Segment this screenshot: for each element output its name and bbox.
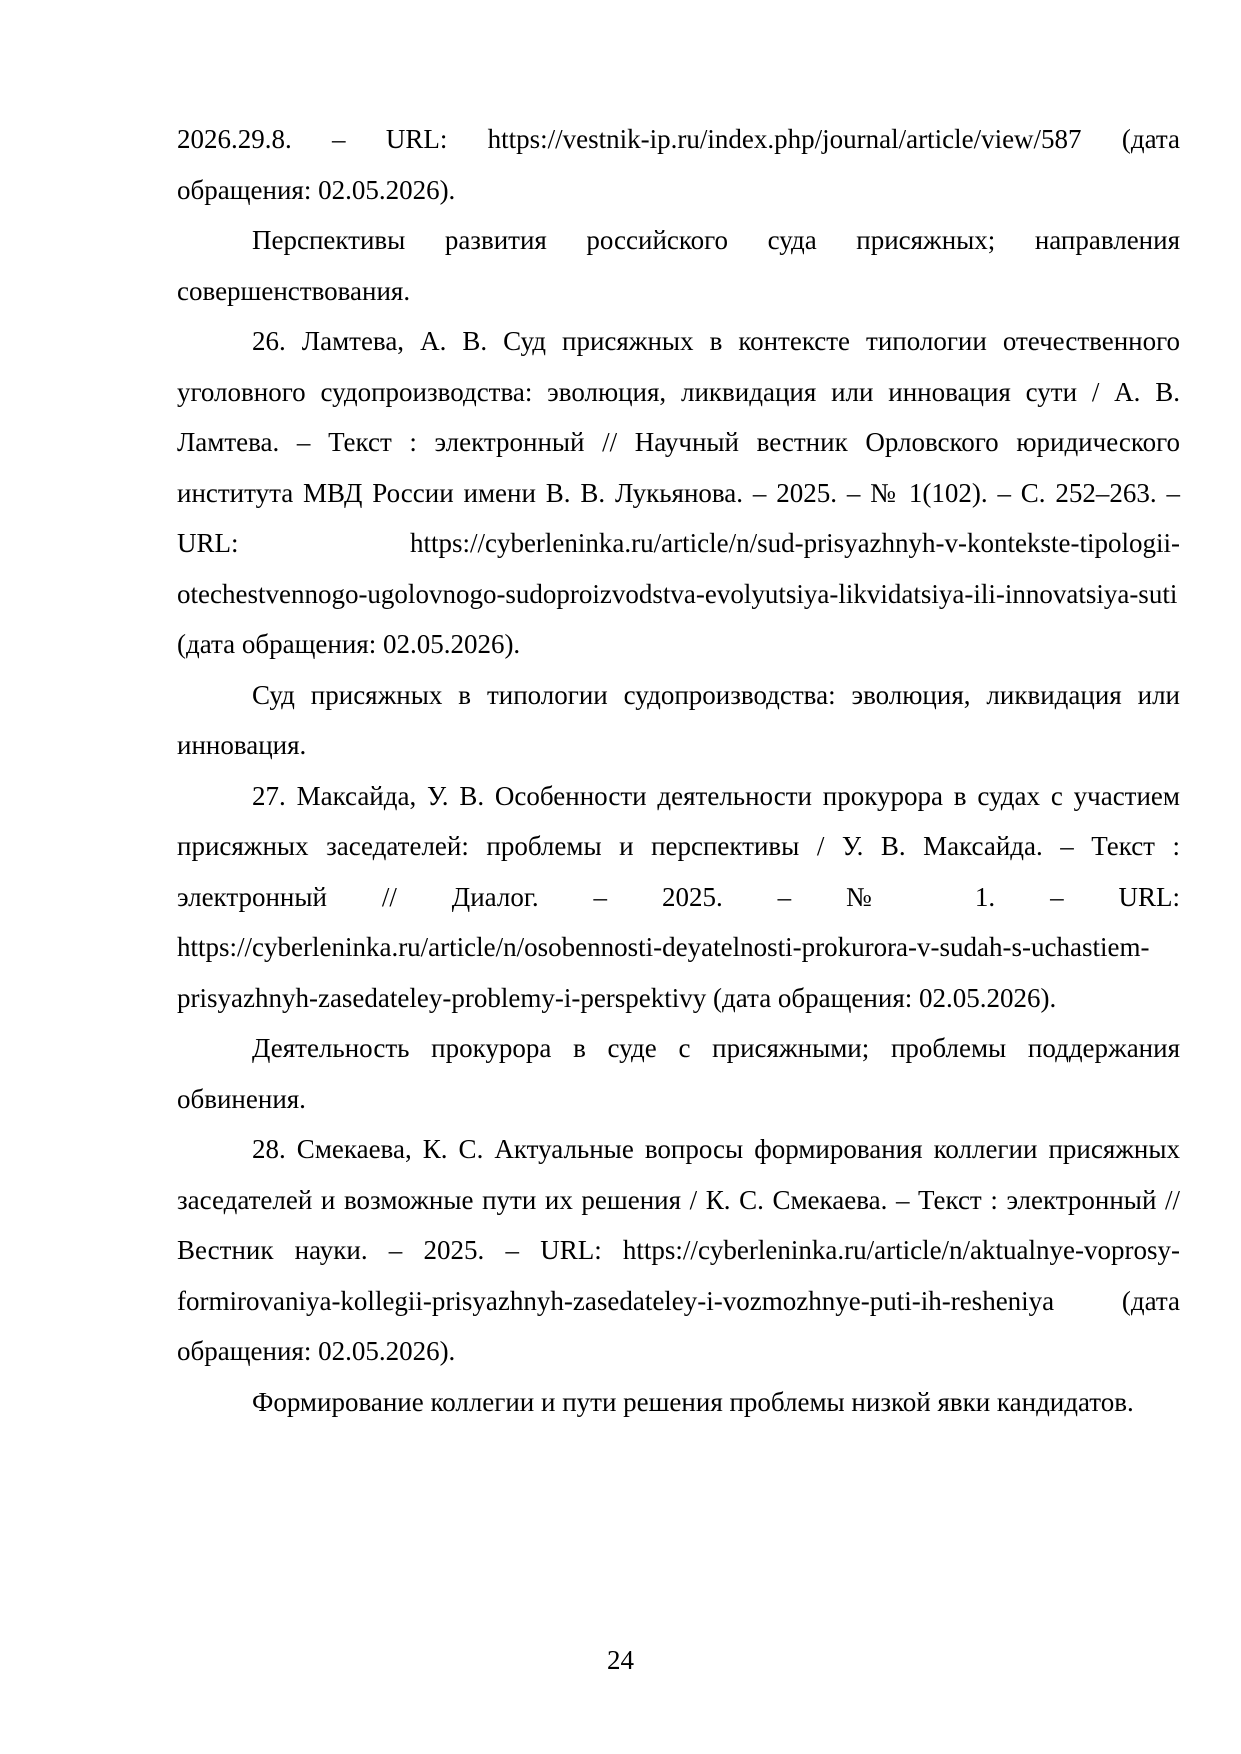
paragraph-reference: 26. Ламтева, А. В. Суд присяжных в контексте типологии отечественного уголовного судопроизводства: эволюция, ликвидация или инновация сути / А. В. Ламтева. – Текст : электронный // Научный вестник Орловского юридического института МВД России имени В. В. Лукьянова. – 2025. – № 1(102). – С. 252–263. – URL: https://cyberleninka.ru/article/n/sud-prisyazhnyh-v-kontekste-tipologii-otechestvennogo-ugolovnogo-sudoproizvodstva-evolyutsiya-likvidatsiya-ili-innovatsiya-suti (дата обращения: 02.05.2026). (177, 326, 1180, 659)
paragraph-annotation: Деятельность прокурора в суде с присяжными; проблемы поддержания обвинения. (177, 1033, 1180, 1114)
paragraph-reference-tail: 2026.29.8. – URL: https://vestnik-ip.ru/index.php/journal/article/view/587 (дата обращения: 02.05.2026). (177, 124, 1180, 205)
paragraph-reference: 27. Максайда, У. В. Особенности деятельности прокурора в судах с участием присяжных заседателей: проблемы и перспективы / У. В. Максайда. – Текст : электронный // Диалог. – 2025. – № 1. – URL: https://cyberleninka.ru/article/n/osobennosti-deyatelnosti-prokurora-v-sudah-s-uchastiem-prisyazhnyh-zasedateley-problemy-i-perspektivy (дата обращения: 02.05.2026). (177, 780, 1180, 1013)
document-body (177, 114, 1180, 1427)
page-number: 24 (607, 1645, 634, 1675)
paragraph-reference: 28. Смекаева, К. С. Актуальные вопросы формирования коллегии присяжных заседателей и возможные пути их решения / К. С. Смекаева. – Текст : электронный // Вестник науки. – 2025. – URL: https://cyberleninka.ru/article/n/aktualnye-voprosy-formirovaniya-kollegii-prisyazhnyh-zasedateley-i-vozmozhnye-puti-ih-resheniya (дата обращения: 02.05.2026). (177, 1134, 1180, 1366)
paragraph-annotation: Формирование коллегии и пути решения проблемы низкой явки кандидатов. (252, 1386, 1134, 1417)
paragraph-annotation: Суд присяжных в типологии судопроизводства: эволюция, ликвидация или инновация. (177, 679, 1180, 760)
paragraph-annotation: Перспективы развития российского суда присяжных; направления совершенствования. (177, 225, 1180, 306)
